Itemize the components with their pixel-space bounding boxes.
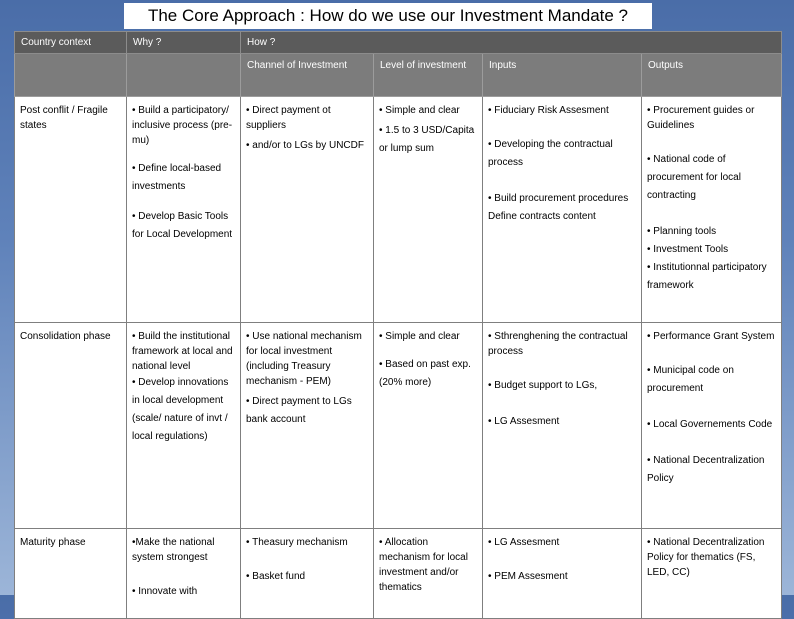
inputs-item: • Fiduciary Risk Assesment [488, 105, 609, 116]
table-row-consolidation [15, 323, 782, 529]
channel-item: • and/or to LGs by UNCDF [246, 140, 364, 151]
channel-cell [241, 323, 374, 529]
why-item: • Innovate with [132, 586, 198, 597]
why-item: • Define local-based investments [132, 163, 222, 192]
why-item: • Build the institutional framework at local and national level [132, 331, 233, 372]
level-cell [374, 97, 483, 323]
why-item: • Build a participatory/ inclusive process (pre-mu) [132, 105, 233, 146]
why-cell [127, 97, 241, 323]
context-cell: Maturity phase [15, 529, 127, 619]
outputs-item: • Institutionnal participatory framework [647, 262, 767, 291]
table-row-maturity [15, 529, 782, 619]
channel-cell [241, 97, 374, 323]
inputs-cell [483, 97, 642, 323]
header-channel: Channel of Investment [241, 54, 374, 97]
inputs-item: • Budget support to LGs, [488, 380, 598, 391]
header-outputs: Outputs [642, 54, 782, 97]
channel-item: • Basket fund [246, 571, 306, 582]
inputs-item: • PEM Assesment [488, 571, 568, 582]
channel-item: • Direct payment ot suppliers [246, 105, 331, 131]
outputs-item: • National Decentralization Policy [647, 455, 765, 484]
channel-cell [241, 529, 374, 619]
outputs-item: • National Decentralization Policy for thematics (FS, LED, CC) [647, 537, 765, 578]
outputs-item: • Performance Grant System [647, 331, 775, 342]
outputs-item: • Planning tools [647, 226, 717, 237]
header-row-sub [15, 54, 782, 97]
why-cell [127, 529, 241, 619]
outputs-cell [642, 323, 782, 529]
inputs-cell [483, 323, 642, 529]
channel-item: • Use national mechanism for local investment (including Treasury mechanism - PEM) [246, 331, 362, 387]
header-blank-2 [127, 54, 241, 97]
outputs-item: • Municipal code on procurement [647, 365, 734, 394]
header-inputs: Inputs [483, 54, 642, 97]
outputs-item: • Procurement guides or Guidelines [647, 105, 755, 131]
channel-item: • Theasury mechanism [246, 537, 348, 548]
header-why: Why ? [127, 32, 241, 54]
investment-mandate-table [14, 31, 782, 619]
level-item: • Based on past exp. (20% more) [379, 359, 471, 388]
header-blank-1 [15, 54, 127, 97]
channel-item: • Direct payment to LGs bank account [246, 396, 352, 425]
why-item: •Make the national system strongest [132, 537, 215, 563]
inputs-item: • Developing the contractual process [488, 139, 613, 168]
slide-title: The Core Approach : How do we use our Investment Mandate ? [124, 3, 652, 29]
outputs-cell [642, 97, 782, 323]
table-row-post-conflict [15, 97, 782, 323]
why-item: • Develop Basic Tools for Local Development [132, 211, 233, 240]
why-cell [127, 323, 241, 529]
level-item: • Allocation mechanism for local investment and/or thematics [379, 537, 468, 593]
why-item: • Develop innovations in local development (scale/ nature of invt / local regulations) [132, 377, 229, 442]
header-country-context: Country context [15, 32, 127, 54]
inputs-item: • LG Assesment [488, 537, 560, 548]
context-cell: Consolidation phase [15, 323, 127, 529]
context-cell: Post conflit / Fragile states [15, 97, 127, 323]
header-how: How ? [241, 32, 782, 54]
level-item: • Simple and clear [379, 105, 460, 116]
level-cell [374, 323, 483, 529]
level-item: • 1.5 to 3 USD/Capita or lump sum [379, 125, 475, 154]
outputs-item: • Local Governements Code [647, 419, 773, 430]
outputs-cell [642, 529, 782, 619]
inputs-item: • Build procurement procedures [488, 193, 629, 204]
inputs-cell [483, 529, 642, 619]
level-cell [374, 529, 483, 619]
inputs-item: • LG Assesment [488, 416, 560, 427]
level-item: • Simple and clear [379, 331, 460, 342]
header-row-top [15, 32, 782, 54]
outputs-item: • National code of procurement for local contracting [647, 154, 741, 201]
inputs-item: Define contracts content [488, 211, 596, 222]
outputs-item: • Investment Tools [647, 244, 729, 255]
inputs-item: • Sthrenghening the contractual process [488, 331, 628, 357]
header-level: Level of investment [374, 54, 483, 97]
